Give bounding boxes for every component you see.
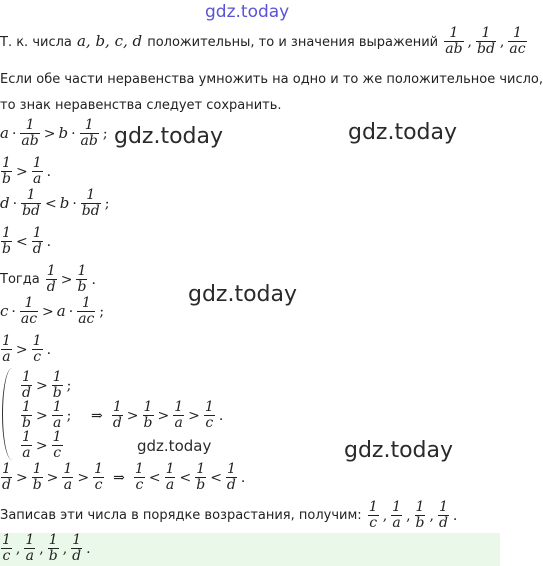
conclusion-line: Записав эти числа в порядке возрастания, получим: $\frac{1}{c}$ , $\frac{1}{a}$ , $\frac{1}{b}$ , $\frac{1}{d}$ .: [0, 499, 458, 531]
eq-2: $\frac{1}{b}$ > $\frac{1}{a}$ .: [2, 155, 52, 187]
system-result: ⇒ $\frac{1}{d}$ > $\frac{1}{b}$ > $\frac{1}{a}$ > $\frac{1}{c}$ .: [91, 399, 224, 431]
system-line-2: $\frac{1}{b}$ > $\frac{1}{a}$ ;: [22, 399, 72, 431]
answer-box: [0, 533, 500, 566]
fraction-1-ac: $\frac{1}{ac}$: [509, 25, 526, 57]
watermark: gdz.today: [348, 120, 458, 145]
system-line-3: $\frac{1}{a}$ > $\frac{1}{c}$: [22, 429, 62, 461]
chain-line: $\frac{1}{d}$ > $\frac{1}{b}$ > $\frac{1}{a}$ > $\frac{1}{c}$ ⇒ $\frac{1}{c}$ < $\frac{1}{a}$ < $\frac{1}{b}$ < $\frac{1}{d}$ .: [2, 461, 246, 493]
watermark: gdz.today: [137, 437, 212, 455]
fraction-1-ab: $\frac{1}{ab}$: [445, 25, 463, 57]
intro-line: Т. к. числа a, b, c, d положительны, то и значения выражений $\frac{1}{ab}$ , $\frac{1}{bd}$ , $\frac{1}{ac}$: [0, 25, 526, 57]
label-then: Тогда: [0, 272, 40, 287]
rule-line-2: то знак неравенства следует сохранить.: [0, 98, 282, 113]
eq-5: Тогда $\frac{1}{d}$ > $\frac{1}{b}$ .: [0, 263, 96, 295]
intro-prefix: Т. к. числа: [0, 35, 72, 50]
system-brace: [2, 368, 13, 460]
rule-line-1: Если обе части неравенства умножить на одно и то же положительное число,: [0, 72, 543, 87]
fraction-1-bd: $\frac{1}{bd}$: [476, 25, 495, 57]
eq-1: a · $\frac{1}{ab}$ > b · $\frac{1}{ab}$ ;: [0, 117, 108, 149]
eq-4: $\frac{1}{b}$ < $\frac{1}{d}$ .: [2, 225, 52, 257]
watermark: gdz.today: [344, 438, 454, 463]
eq-7: $\frac{1}{a}$ > $\frac{1}{c}$ .: [2, 333, 52, 365]
eq-3: d · $\frac{1}{bd}$ < b · $\frac{1}{bd}$ ;: [0, 187, 110, 219]
watermark: gdz.today: [188, 282, 298, 307]
answer-line: $\frac{1}{c}$ , $\frac{1}{a}$ , $\frac{1}{b}$ , $\frac{1}{d}$ .: [2, 532, 91, 564]
system-line-1: $\frac{1}{d}$ > $\frac{1}{b}$ ;: [22, 369, 72, 401]
eq-6: c · $\frac{1}{ac}$ > a · $\frac{1}{ac}$ ;: [0, 295, 105, 327]
conclusion-label: Записав эти числа в порядке возрастания, получим:: [0, 508, 362, 523]
site-header-logo[interactable]: gdz.today: [205, 2, 290, 22]
watermark: gdz.today: [114, 124, 224, 149]
intro-vars: a, b, c, d: [76, 32, 143, 50]
intro-suffix: положительны, то и значения выражений: [147, 35, 439, 50]
